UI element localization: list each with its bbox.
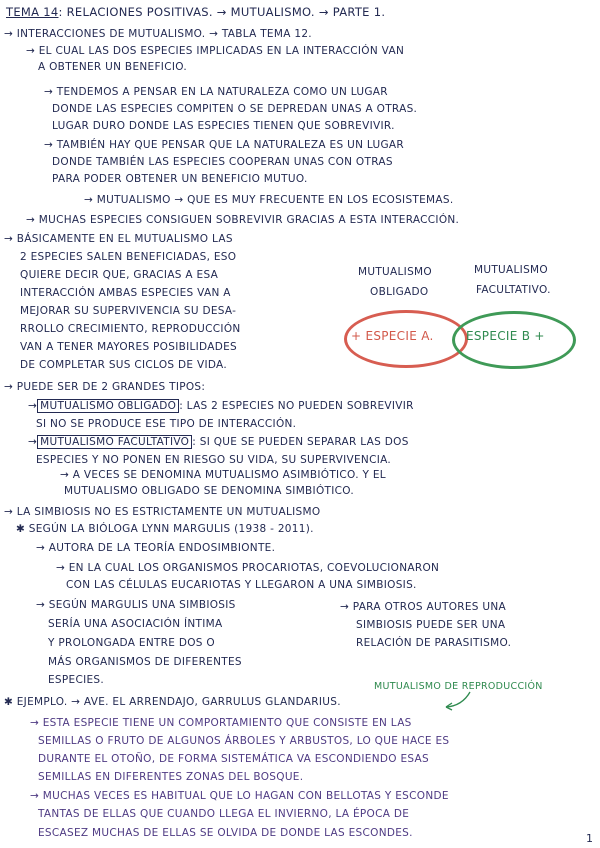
note-line: DONDE LAS ESPECIES COMPITEN O SE DEPREDAN UNAS A OTRAS. bbox=[52, 103, 418, 115]
species-a-label: + ESPECIE A. bbox=[351, 329, 434, 343]
note-line: A OBTENER UN BENEFICIO. bbox=[38, 61, 188, 73]
note-line: → SEGÚN MARGULIS UNA SIMBIOSIS bbox=[36, 599, 236, 611]
note-line: → A VECES SE DENOMINA MUTUALISMO ASIMBIÓTICO. Y EL bbox=[60, 469, 386, 481]
note-line: → ESTA ESPECIE TIENE UN COMPORTAMIENTO QUE CONSISTE EN LAS bbox=[30, 717, 412, 729]
note-line: → LA SIMBIOSIS NO ES ESTRICTAMENTE UN MUTUALISMO bbox=[4, 506, 321, 518]
page-title bbox=[6, 6, 385, 20]
note-line: ESPECIES Y NO PONEN EN RIESGO SU VIDA, SU SUPERVIVENCIA. bbox=[36, 454, 392, 466]
species-b-label: ESPECIE B + bbox=[466, 329, 545, 343]
note-line: DONDE TAMBIÉN LAS ESPECIES COOPERAN UNAS CON OTRAS bbox=[52, 156, 393, 168]
note-line: LUGAR DURO DONDE LAS ESPECIES TIENEN QUE SOBREVIVIR. bbox=[52, 120, 395, 132]
note-line: MÁS ORGANISMOS DE DIFERENTES bbox=[48, 656, 242, 668]
note-line: → EL CUAL LAS DOS ESPECIES IMPLICADAS EN LA INTERACCIÓN VAN bbox=[26, 45, 405, 57]
note-line: → MUTUALISMO → QUE ES MUY FRECUENTE EN LOS ECOSISTEMAS. bbox=[84, 194, 454, 206]
note-line: ✱ EJEMPLO. → AVE. EL ARRENDAJO, GARRULUS GLANDARIUS. bbox=[4, 696, 341, 708]
note-line: ✱ SEGÚN LA BIÓLOGA LYNN MARGULIS (1938 - 2011). bbox=[16, 523, 314, 535]
note-line: MEJORAR SU SUPERVIVENCIA SU DESA- bbox=[20, 305, 237, 317]
note-line: QUIERE DECIR QUE, GRACIAS A ESA bbox=[20, 269, 219, 281]
note-line: SEMILLAS EN DIFERENTES ZONAS DEL BOSQUE. bbox=[38, 771, 304, 783]
topic-title: : RELACIONES POSITIVAS. → MUTUALISMO. → PARTE 1. bbox=[58, 5, 386, 19]
note-line: → INTERACCIONES DE MUTUALISMO. → TABLA TEMA 12. bbox=[4, 28, 312, 40]
note-line: → MUCHAS VECES ES HABITUAL QUE LO HAGAN CON BELLOTAS Y ESCONDE bbox=[30, 790, 449, 802]
note-line: RROLLO CRECIMIENTO, REPRODUCCIÓN bbox=[20, 323, 241, 335]
note-line: → TENDEMOS A PENSAR EN LA NATURALEZA COMO UN LUGAR bbox=[44, 86, 388, 98]
note-line: ESPECIES. bbox=[48, 674, 105, 686]
note-line: → EN LA CUAL LOS ORGANISMOS PROCARIOTAS, COEVOLUCIONARON bbox=[56, 562, 440, 574]
note-line: → MUTUALISMO FACULTATIVO : SI QUE SE PUEDEN SEPARAR LAS DOS bbox=[28, 436, 409, 448]
diagram-label-facultativo: MUTUALISMO bbox=[474, 264, 548, 276]
note-line: → PARA OTROS AUTORES UNA bbox=[340, 601, 507, 613]
diagram-label-obligado: MUTUALISMO bbox=[358, 266, 432, 278]
note-line: → PUEDE SER DE 2 GRANDES TIPOS: bbox=[4, 381, 206, 393]
topic-number: TEMA 14 bbox=[6, 5, 59, 19]
note-line: SIMBIOSIS PUEDE SER UNA bbox=[356, 619, 506, 631]
note-line: 2 ESPECIES SALEN BENEFICIADAS, ESO bbox=[20, 251, 237, 263]
page-number: 1 bbox=[586, 832, 594, 845]
note-line: RELACIÓN DE PARASITISMO. bbox=[356, 637, 512, 649]
reproduction-annotation: MUTUALISMO DE REPRODUCCIÓN bbox=[374, 681, 543, 692]
note-line: TANTAS DE ELLAS QUE CUANDO LLEGA EL INVIERNO, LA ÉPOCA DE bbox=[38, 808, 410, 820]
note-line: ESCASEZ MUCHAS DE ELLAS SE OLVIDA DE DONDE LAS ESCONDES. bbox=[38, 827, 413, 839]
note-line: MUTUALISMO OBLIGADO SE DENOMINA SIMBIÓTICO. bbox=[64, 485, 355, 497]
facultativo-box: MUTUALISMO FACULTATIVO bbox=[37, 435, 192, 449]
note-line: SEMILLAS O FRUTO DE ALGUNOS ÁRBOLES Y ARBUSTOS, LO QUE HACE ES bbox=[38, 735, 450, 747]
note-line: → MUCHAS ESPECIES CONSIGUEN SOBREVIVIR GRACIAS A ESTA INTERACCIÓN. bbox=[26, 214, 460, 226]
diagram-label-facultativo: FACULTATIVO. bbox=[476, 284, 551, 296]
note-line: DURANTE EL OTOÑO, DE FORMA SISTEMÁTICA VA ESCONDIENDO ESAS bbox=[38, 753, 430, 765]
note-line: VAN A TENER MAYORES POSIBILIDADES bbox=[20, 341, 238, 353]
note-line: DE COMPLETAR SUS CICLOS DE VIDA. bbox=[20, 359, 227, 371]
note-line: Y PROLONGADA ENTRE DOS O bbox=[48, 637, 215, 649]
note-line: → TAMBIÉN HAY QUE PENSAR QUE LA NATURALEZA ES UN LUGAR bbox=[44, 139, 404, 151]
diagram-label-obligado: OBLIGADO bbox=[370, 286, 429, 298]
annotation-arrow-icon bbox=[440, 690, 480, 712]
note-line: → BÁSICAMENTE EN EL MUTUALISMO LAS bbox=[4, 233, 233, 245]
note-line: → AUTORA DE LA TEORÍA ENDOSIMBIONTE. bbox=[36, 542, 276, 554]
note-line: PARA PODER OBTENER UN BENEFICIO MUTUO. bbox=[52, 173, 308, 185]
note-line: CON LAS CÉLULAS EUCARIOTAS Y LLEGARON A UNA SIMBIOSIS. bbox=[66, 579, 417, 591]
obligado-box: MUTUALISMO OBLIGADO bbox=[37, 399, 179, 413]
note-line: SI NO SE PRODUCE ESE TIPO DE INTERACCIÓN. bbox=[36, 418, 297, 430]
note-line: INTERACCIÓN AMBAS ESPECIES VAN A bbox=[20, 287, 231, 299]
note-line: SERÍA UNA ASOCIACIÓN ÍNTIMA bbox=[48, 618, 223, 630]
note-line: → MUTUALISMO OBLIGADO : LAS 2 ESPECIES NO PUEDEN SOBREVIVIR bbox=[28, 400, 414, 412]
